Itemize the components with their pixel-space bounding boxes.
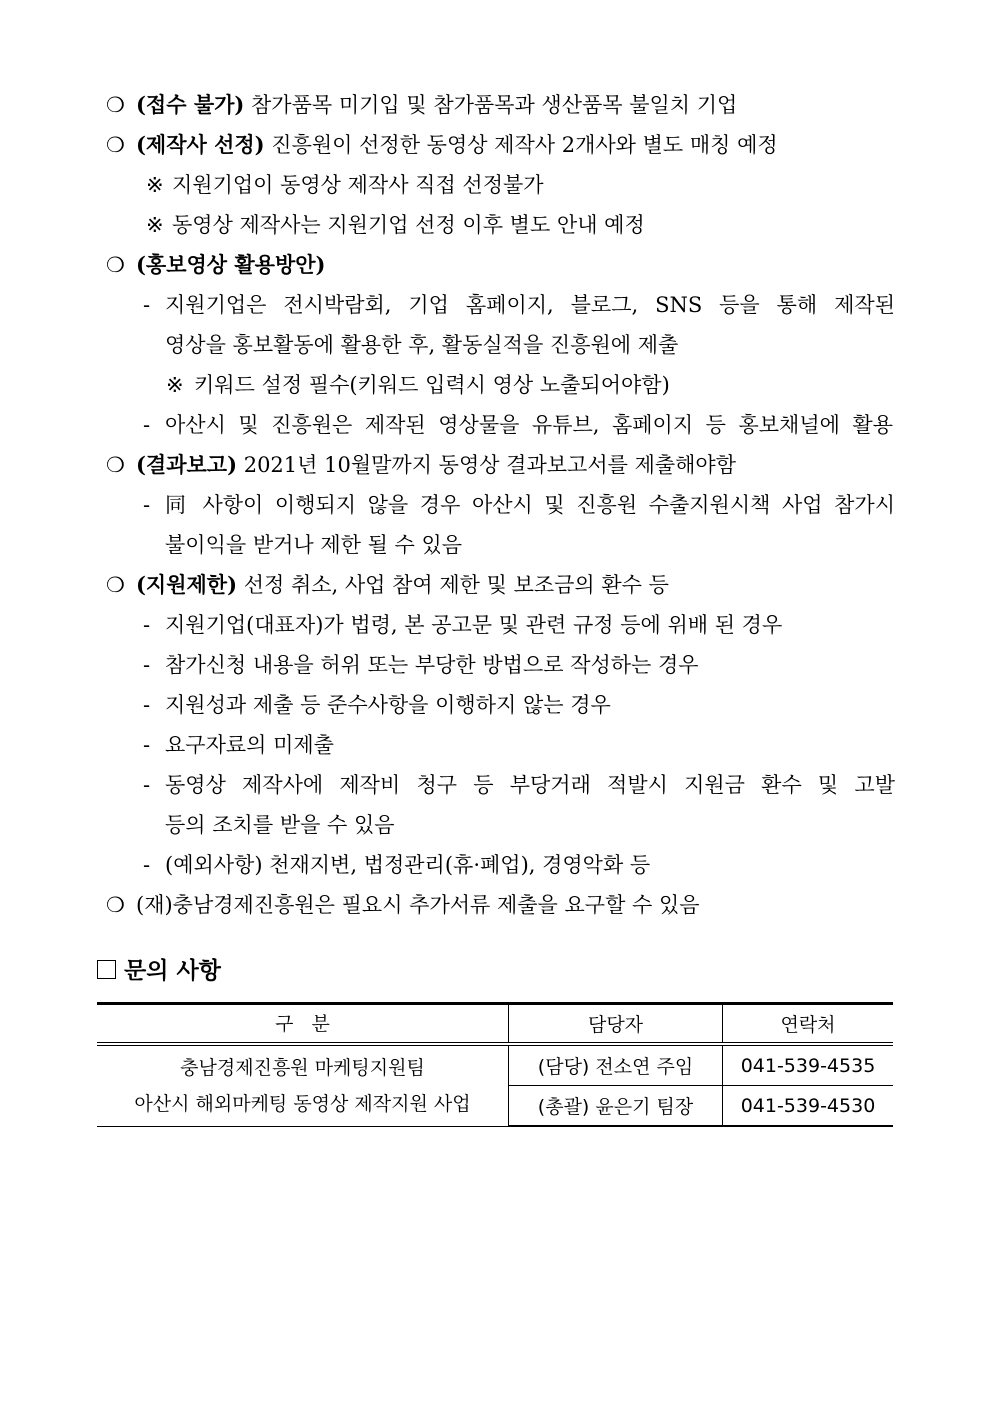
item-line (0, 890, 895, 920)
item-text: (제작사 선정) 진흥원이 선정한 동영상 제작사 2개사와 별도 매칭 예정 (136, 132, 778, 157)
circle-bullet: ❍ (106, 453, 125, 477)
table-row (97, 1044, 893, 1086)
note-line (0, 210, 895, 240)
sub-line (0, 730, 895, 760)
item-text: (지원제한) 선정 취소, 사업 참여 제한 및 보조금의 환수 등 (136, 572, 669, 597)
phone-cell: 041-539-4535 (723, 1044, 894, 1086)
sub-text: 지원기업은 전시박람회, 기업 홈페이지, 블로그, SNS 등을 통해 제작된 (165, 293, 895, 317)
note-text: 동영상 제작사는 지원기업 선정 이후 별도 안내 예정 (172, 213, 645, 237)
sub-text: 불이익을 받거나 제한 될 수 있음 (165, 533, 463, 557)
person-cell: (담당) 전소연 주임 (509, 1044, 723, 1086)
sub-line (0, 410, 895, 440)
category-cell (97, 1044, 509, 1126)
reference-mark: ※ (146, 213, 164, 237)
square-bullet-icon (97, 960, 116, 979)
dash-bullet: - (143, 733, 151, 757)
person-cell: (총괄) 윤은기 팀장 (509, 1086, 723, 1127)
section-heading (97, 956, 221, 986)
sub-text: 지원성과 제출 등 준수사항을 이행하지 않는 경우 (165, 693, 611, 717)
dash-bullet: - (143, 653, 151, 677)
circle-bullet: ❍ (106, 893, 125, 917)
continuation-line (0, 330, 895, 360)
category-line: 아산시 해외마케팅 동영상 제작지원 사업 (134, 1092, 471, 1115)
heading-text: 문의 사항 (124, 957, 221, 984)
circle-bullet: ❍ (106, 573, 125, 597)
continuation-line (0, 530, 895, 560)
header-category: 구 분 (97, 1004, 509, 1045)
dash-bullet: - (143, 293, 151, 317)
note-line (0, 170, 895, 200)
sub-line (0, 650, 895, 680)
dash-bullet: - (143, 493, 151, 517)
dash-bullet: - (143, 693, 151, 717)
item-text: (결과보고) 2021년 10월말까지 동영상 결과보고서를 제출해야함 (136, 452, 737, 477)
sub-text: 同 사항이 이행되지 않을 경우 아산시 및 진흥원 수출지원시책 사업 참가시 (165, 493, 895, 517)
item-text: (접수 불가) 참가품목 미기입 및 참가품목과 생산품목 불일치 기업 (136, 92, 738, 117)
sub-text: 등의 조치를 받을 수 있음 (165, 813, 395, 837)
sub-text: 지원기업(대표자)가 법령, 본 공고문 및 관련 규정 등에 위배 된 경우 (165, 613, 783, 637)
continuation-line (0, 810, 895, 840)
contact-table (97, 1002, 893, 1127)
sub-text: 요구자료의 미제출 (165, 733, 334, 757)
dash-bullet: - (143, 613, 151, 637)
sub-line (0, 690, 895, 720)
sub-line (0, 850, 895, 880)
item-text: (홍보영상 활용방안) (136, 252, 326, 277)
dash-bullet: - (143, 773, 151, 797)
sub-line (0, 290, 895, 320)
item-line (0, 90, 895, 120)
sub-text: 영상을 홍보활동에 활용한 후, 활동실적을 진흥원에 제출 (165, 333, 679, 357)
header-contact: 연락처 (723, 1004, 894, 1045)
circle-bullet: ❍ (106, 93, 125, 117)
note-text: 키워드 설정 필수(키워드 입력시 영상 노출되어야함) (194, 373, 670, 397)
dash-bullet: - (143, 853, 151, 877)
sub-text: 동영상 제작사에 제작비 청구 등 부당거래 적발시 지원금 환수 및 고발 (165, 773, 895, 797)
dash-bullet: - (143, 413, 151, 437)
reference-mark: ※ (146, 173, 164, 197)
sub-text: 아산시 및 진흥원은 제작된 영상물을 유튜브, 홈페이지 등 홍보채널에 활용 (165, 413, 893, 437)
sub-line (0, 490, 895, 520)
circle-bullet: ❍ (106, 253, 125, 277)
note-line (0, 370, 895, 400)
reference-mark: ※ (166, 373, 184, 397)
sub-text: 참가신청 내용을 허위 또는 부당한 방법으로 작성하는 경우 (165, 653, 699, 677)
table-header-row (97, 1004, 893, 1045)
item-line (0, 450, 895, 480)
item-line (0, 250, 895, 280)
note-text: 지원기업이 동영상 제작사 직접 선정불가 (172, 173, 544, 197)
sub-line (0, 610, 895, 640)
category-line: 충남경제진흥원 마케팅지원팀 (180, 1056, 425, 1079)
header-person: 담당자 (509, 1004, 723, 1045)
item-line (0, 570, 895, 600)
sub-text: (예외사항) 천재지변, 법정관리(휴·폐업), 경영악화 등 (165, 853, 651, 877)
item-line (0, 130, 895, 160)
item-text: (재)충남경제진흥원은 필요시 추가서류 제출을 요구할 수 있음 (136, 893, 700, 917)
phone-cell: 041-539-4530 (723, 1086, 894, 1127)
circle-bullet: ❍ (106, 133, 125, 157)
sub-line (0, 770, 895, 800)
